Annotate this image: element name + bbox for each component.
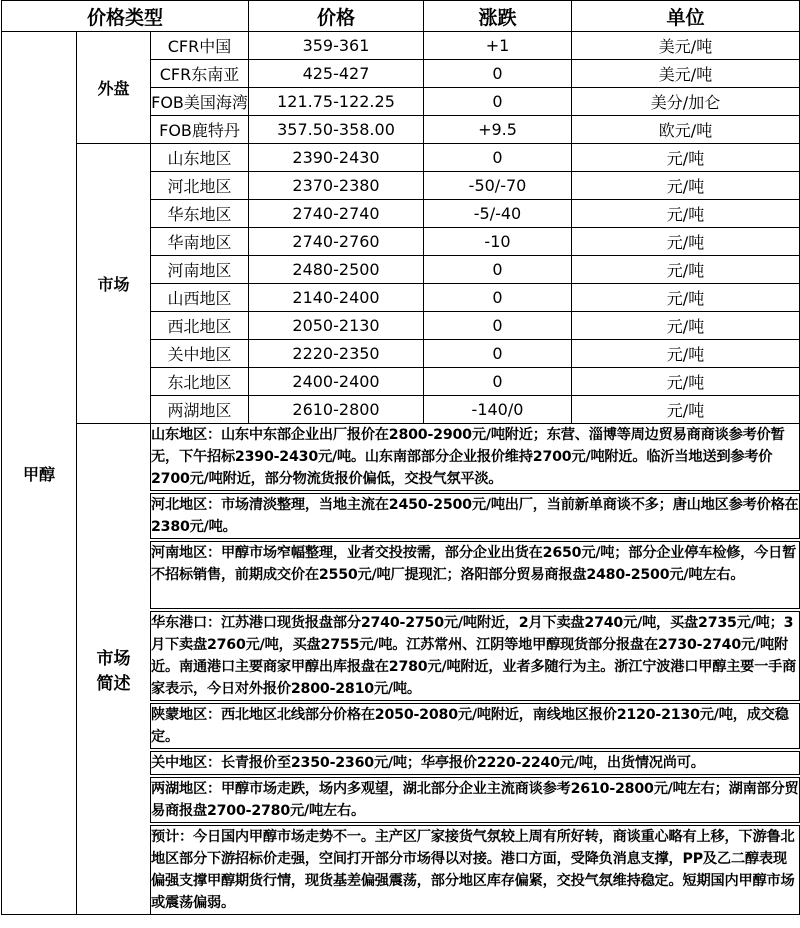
row-price: 2220-2350: [249, 340, 424, 368]
row-change: -50/-70: [424, 172, 572, 200]
row-price: 2740-2740: [249, 200, 424, 228]
row-change: 0: [424, 256, 572, 284]
price-row: [2, 144, 800, 172]
row-change: 0: [424, 368, 572, 396]
row-change: -10: [424, 228, 572, 256]
note-shaanxi-mongolia: 陕蒙地区：西北地区北线部分价格在2050-2080元/吨附近，南线地区报价2120-2130元/吨，成交稳定。: [151, 702, 800, 750]
row-name: FOB美国海湾: [151, 88, 249, 116]
row-unit: 元/吨: [572, 256, 800, 284]
outer-label: 外盘: [77, 32, 151, 144]
price-row: [2, 32, 800, 60]
row-price: 359-361: [249, 32, 424, 60]
header-category: 价格类型: [2, 1, 249, 32]
note-east-china-port: 华东港口：江苏港口现货报盘部分2740-2750元/吨附近，2月下卖盘2740元/吨，买盘2735元/吨；3月下卖盘2760元/吨，买盘2755元/吨。江苏常州、江阴等地甲醇现货部分报盘在2730-2740元/吨附近。南通港口主要商家甲醇出库报盘在2780元/吨附近，业者多随行为主。浙江宁波港口甲醇主要一手商家表示，今日对外报价2800-2810元/吨。: [151, 610, 800, 702]
row-price: 121.75-122.25: [249, 88, 424, 116]
row-name: CFR东南亚: [151, 60, 249, 88]
row-unit: 元/吨: [572, 368, 800, 396]
summary-label-line2: 简述: [96, 674, 131, 694]
row-price: 2480-2500: [249, 256, 424, 284]
row-price: 425-427: [249, 60, 424, 88]
header-change: 涨跌: [424, 1, 572, 32]
row-price: 2050-2130: [249, 312, 424, 340]
row-name: 关中地区: [151, 340, 249, 368]
row-price: 2400-2400: [249, 368, 424, 396]
row-unit: 元/吨: [572, 284, 800, 312]
row-price: 2370-2380: [249, 172, 424, 200]
row-unit: 美元/吨: [572, 32, 800, 60]
header-price: 价格: [249, 1, 424, 32]
row-unit: 元/吨: [572, 200, 800, 228]
row-change: 0: [424, 340, 572, 368]
header-unit: 单位: [572, 1, 800, 32]
note-henan: 河南地区：甲醇市场窄幅整理，业者交投按需，部分企业出货在2650元/吨；部分企业停车检修，今日暂不招标销售，前期成交价在2550元/吨厂提现汇；洛阳部分贸易商报盘2480-2500元/吨左右。: [151, 540, 800, 610]
row-name: 山东地区: [151, 144, 249, 172]
row-unit: 元/吨: [572, 340, 800, 368]
note-shandong: 山东地区：山东中东部企业出厂报价在2800-2900元/吨附近；东营、淄博等周边贸易商商谈参考价暂无，下午招标2390-2430元/吨。山东南部部分企业报价维持2700元/吨附近。临沂当地送到参考价2700元/吨附近，部分物流货报价偏低，交投气氛平淡。: [151, 424, 800, 493]
row-price: 357.50-358.00: [249, 116, 424, 144]
row-change: +1: [424, 32, 572, 60]
row-change: -5/-40: [424, 200, 572, 228]
row-unit: 欧元/吨: [572, 116, 800, 144]
row-unit: 美元/吨: [572, 60, 800, 88]
row-price: 2740-2760: [249, 228, 424, 256]
summary-row: [2, 424, 800, 493]
methanol-price-table: [1, 0, 800, 915]
row-name: 西北地区: [151, 312, 249, 340]
row-name: 华东地区: [151, 200, 249, 228]
row-name: 河北地区: [151, 172, 249, 200]
row-unit: 元/吨: [572, 396, 800, 424]
row-name: FOB鹿特丹: [151, 116, 249, 144]
note-guanzhong: 关中地区：长青报价至2350-2360元/吨；华亭报价2220-2240元/吨，出货情况尚可。: [151, 750, 800, 776]
summary-label-line1: 市场: [96, 649, 131, 669]
row-name: 东北地区: [151, 368, 249, 396]
row-price: 2140-2400: [249, 284, 424, 312]
row-change: 0: [424, 284, 572, 312]
row-change: 0: [424, 144, 572, 172]
row-name: 两湖地区: [151, 396, 249, 424]
market-label: 市场: [77, 144, 151, 424]
row-change: 0: [424, 60, 572, 88]
row-change: 0: [424, 312, 572, 340]
row-unit: 元/吨: [572, 144, 800, 172]
row-change: -140/0: [424, 396, 572, 424]
row-name: 华南地区: [151, 228, 249, 256]
row-unit: 美分/加仑: [572, 88, 800, 116]
row-unit: 元/吨: [572, 312, 800, 340]
note-forecast: 预计：今日国内甲醇市场走势不一。主产区厂家接货气氛较上周有所好转，商谈重心略有上移，下游鲁北地区部分下游招标价走强，空间打开部分市场得以对接。港口方面，受降负消息支撑，PP及乙二醇表现偏强支撑甲醇期货行情，现货基差偏强震荡，部分地区库存偏紧，交投气氛维持稳定。短期国内甲醇市场或震荡偏弱。: [151, 824, 800, 915]
product-name: 甲醇: [2, 32, 77, 915]
row-change: 0: [424, 88, 572, 116]
note-hebei: 河北地区：市场清淡整理，当地主流在2450-2500元/吨出厂，当前新单商谈不多；唐山地区参考价格在2380元/吨。: [151, 492, 800, 540]
note-hubei-hunan: 两湖地区：甲醇市场走跌，场内多观望，湖北部分企业主流商谈参考2610-2800元/吨左右；湖南部分贸易商报盘2700-2780元/吨左右。: [151, 776, 800, 824]
row-name: 山西地区: [151, 284, 249, 312]
row-name: 河南地区: [151, 256, 249, 284]
row-unit: 元/吨: [572, 172, 800, 200]
header-row: [2, 1, 800, 32]
row-change: +9.5: [424, 116, 572, 144]
row-price: 2390-2430: [249, 144, 424, 172]
summary-label: [77, 424, 151, 915]
row-name: CFR中国: [151, 32, 249, 60]
row-price: 2610-2800: [249, 396, 424, 424]
row-unit: 元/吨: [572, 228, 800, 256]
